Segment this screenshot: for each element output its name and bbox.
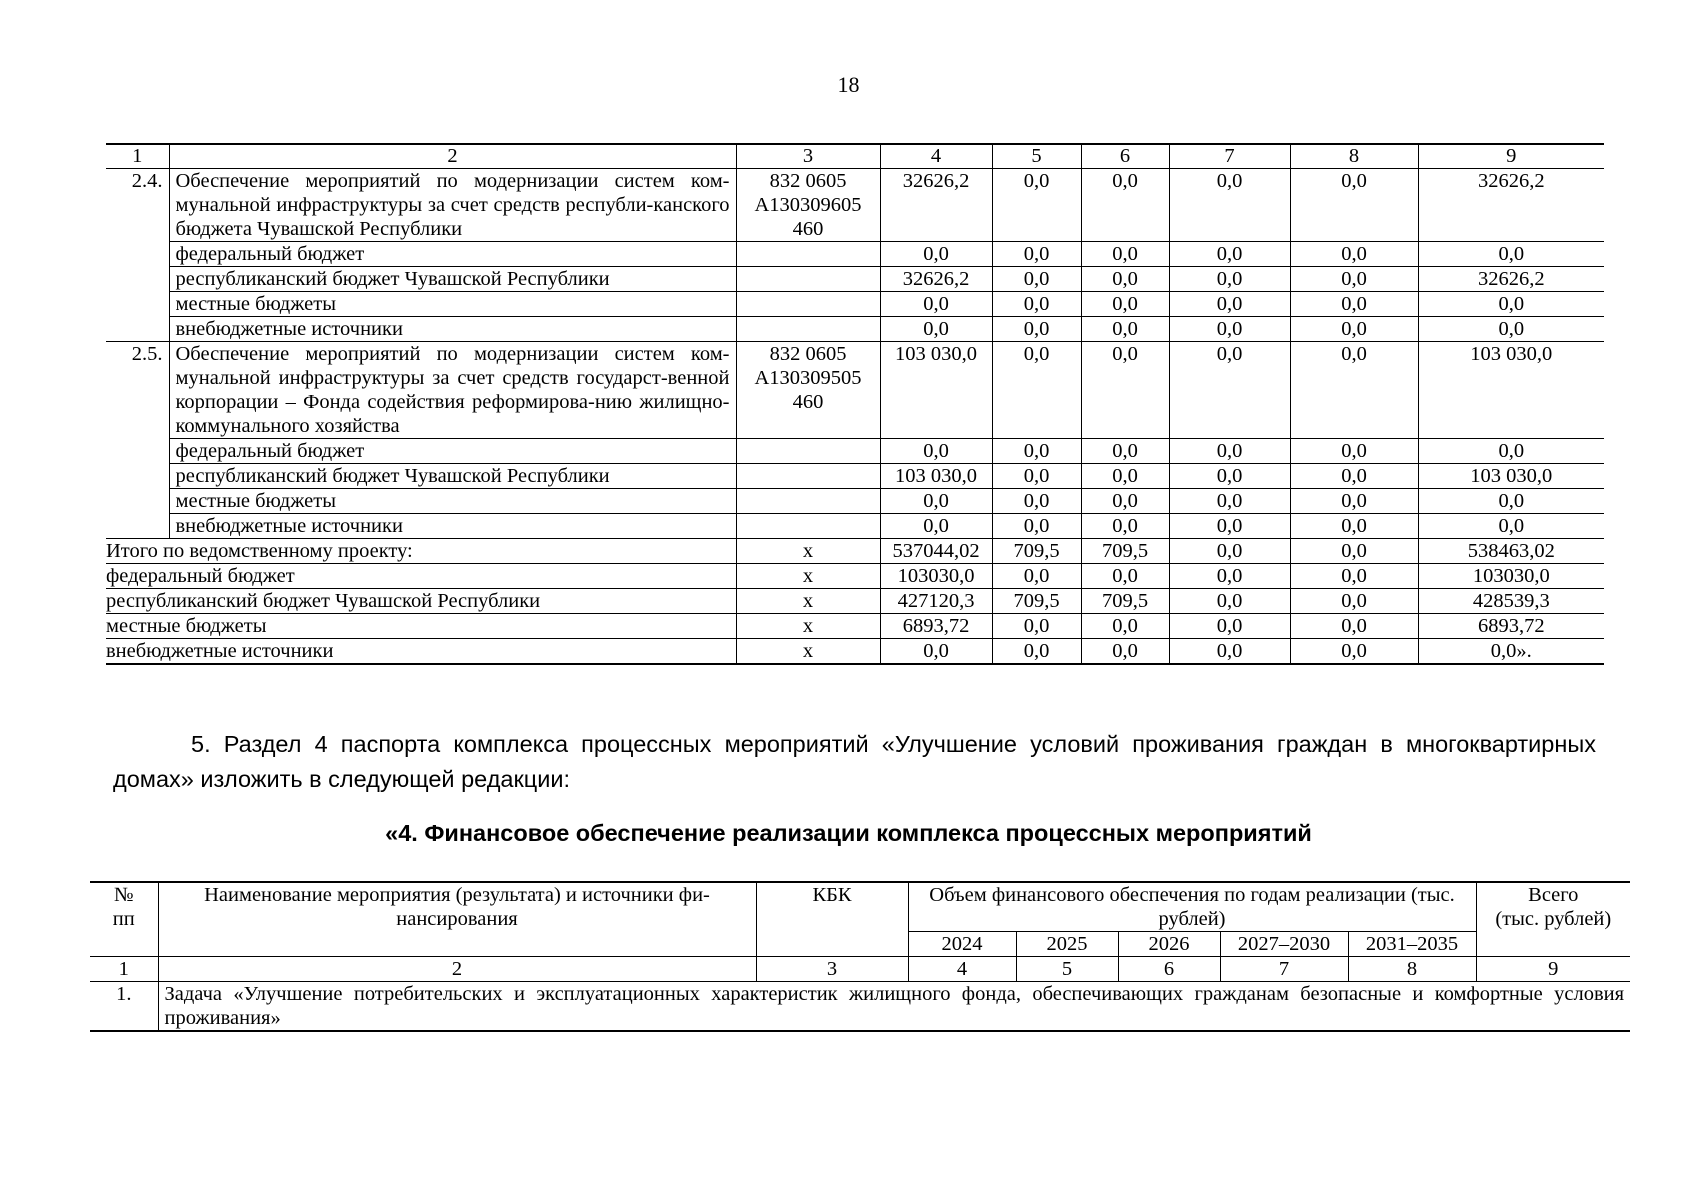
value-cell: 0,0 [1081, 564, 1169, 589]
source-row [106, 514, 1604, 539]
value-cell: 0,0 [1418, 317, 1604, 342]
value-cell: 0,0 [1290, 639, 1418, 665]
column-number: 7 [1220, 957, 1348, 982]
kbk-line: 460 [792, 391, 824, 413]
value-cell: 0,0 [1418, 292, 1604, 317]
total-source-row [106, 564, 1604, 589]
value-cell: 103 030,0 [1418, 342, 1604, 439]
source-name: республиканский бюджет Чувашской Республики [169, 464, 736, 489]
value-cell: 0,0 [1081, 317, 1169, 342]
value-cell: 0,0 [1169, 539, 1290, 564]
source-row [106, 292, 1604, 317]
value-cell: 0,0 [1290, 292, 1418, 317]
col-number-header [90, 882, 158, 957]
value-cell: 0,0 [880, 514, 992, 539]
col-kbk-header: КБК [756, 882, 908, 957]
item-name: Обеспечение мероприятий по модернизации систем ком-мунальной инфраструктуры за счет средств республи-канского бюджета Чувашской Республики [169, 169, 736, 242]
value-cell: 0,0 [1081, 464, 1169, 489]
column-numbers-row [106, 144, 1604, 169]
value-cell: 0,0 [1169, 439, 1290, 464]
value-cell: 0,0 [1290, 589, 1418, 614]
value-cell: 0,0 [992, 439, 1081, 464]
value-cell: 0,0 [992, 267, 1081, 292]
column-number: 2 [158, 957, 756, 982]
value-cell: 0,0 [1169, 589, 1290, 614]
value-cell: 0,0 [1290, 514, 1418, 539]
value-cell: 0,0 [1290, 342, 1418, 439]
item-number: 2.5. [106, 342, 169, 539]
value-cell: 0,0 [1169, 489, 1290, 514]
value-cell: 0,0 [880, 242, 992, 267]
value-cell: 0,0 [880, 439, 992, 464]
column-number: 3 [756, 957, 908, 982]
value-cell: 0,0 [1169, 614, 1290, 639]
value-cell: 537044,02 [880, 539, 992, 564]
source-row [106, 242, 1604, 267]
value-cell: 103 030,0 [880, 342, 992, 439]
kbk-cell [736, 242, 880, 267]
task-text: Задача «Улучшение потребительских и эксплуатационных характеристик жилищного фонда, обеспечивающих гражданам безопасные и комфортные условия проживания» [158, 982, 1630, 1032]
value-cell: 538463,02 [1418, 539, 1604, 564]
kbk-cell: х [736, 639, 880, 665]
year-header: 2027–2030 [1220, 932, 1348, 957]
value-cell: 0,0 [1081, 292, 1169, 317]
kbk-line: А130309605 [754, 194, 862, 216]
header-line: Всего [1528, 884, 1579, 906]
value-cell: 103030,0 [880, 564, 992, 589]
value-cell: 0,0». [1418, 639, 1604, 665]
value-cell: 0,0 [1418, 439, 1604, 464]
value-cell: 428539,3 [1418, 589, 1604, 614]
header-cell: 1 [106, 144, 169, 169]
value-cell: 0,0 [1169, 564, 1290, 589]
table-row-item-2-5 [106, 342, 1604, 439]
col-name-header: Наименование мероприятия (результата) и источники фи-нансирования [158, 882, 756, 957]
kbk-cell [736, 489, 880, 514]
header-row [90, 882, 1630, 932]
value-cell: 6893,72 [1418, 614, 1604, 639]
value-cell: 0,0 [1169, 639, 1290, 665]
value-cell: 0,0 [1290, 614, 1418, 639]
value-cell: 103030,0 [1418, 564, 1604, 589]
kbk-cell [736, 292, 880, 317]
section-heading: «4. Финансовое обеспечение реализации комплекса процессных мероприятий [385, 820, 1312, 846]
value-cell: 0,0 [1081, 614, 1169, 639]
source-name: местные бюджеты [169, 489, 736, 514]
value-cell: 0,0 [992, 317, 1081, 342]
value-cell: 0,0 [1290, 242, 1418, 267]
value-cell: 0,0 [992, 242, 1081, 267]
value-cell: 32626,2 [1418, 267, 1604, 292]
source-name: федеральный бюджет [169, 242, 736, 267]
value-cell: 0,0 [1169, 169, 1290, 242]
value-cell: 0,0 [992, 489, 1081, 514]
year-header: 2026 [1118, 932, 1220, 957]
header-cell: 7 [1169, 144, 1290, 169]
column-number: 4 [908, 957, 1016, 982]
col-volume-header: Объем финансового обеспечения по годам реализации (тыс. рублей) [908, 882, 1476, 932]
value-cell: 0,0 [1169, 317, 1290, 342]
item-number: 2.4. [106, 169, 169, 342]
header-cell: 4 [880, 144, 992, 169]
source-name: внебюджетные источники [169, 317, 736, 342]
value-cell: 0,0 [1169, 514, 1290, 539]
value-cell: 0,0 [992, 464, 1081, 489]
kbk-cell [736, 317, 880, 342]
value-cell: 0,0 [1081, 439, 1169, 464]
value-cell: 709,5 [1081, 589, 1169, 614]
value-cell: 0,0 [1081, 514, 1169, 539]
column-number: 8 [1348, 957, 1476, 982]
kbk-line: 832 0605 [769, 170, 847, 192]
value-cell: 0,0 [992, 292, 1081, 317]
value-cell: 0,0 [1169, 242, 1290, 267]
value-cell: 0,0 [992, 169, 1081, 242]
value-cell: 0,0 [1081, 639, 1169, 665]
financing-table [90, 881, 1630, 1032]
value-cell: 709,5 [992, 539, 1081, 564]
value-cell: 0,0 [1081, 489, 1169, 514]
header-line: № [113, 884, 134, 906]
value-cell: 0,0 [1169, 267, 1290, 292]
kbk-cell: х [736, 539, 880, 564]
col-total-header [1476, 882, 1630, 957]
value-cell: 0,0 [1169, 342, 1290, 439]
kbk-line: 460 [792, 218, 824, 240]
value-cell: 32626,2 [880, 169, 992, 242]
value-cell: 0,0 [992, 342, 1081, 439]
header-cell: 2 [169, 144, 736, 169]
total-label: федеральный бюджет [106, 564, 736, 589]
value-cell: 0,0 [1290, 317, 1418, 342]
value-cell: 0,0 [1290, 267, 1418, 292]
value-cell: 0,0 [1081, 342, 1169, 439]
value-cell: 0,0 [992, 614, 1081, 639]
kbk-cell [736, 514, 880, 539]
table-row-item-2-4 [106, 169, 1604, 242]
item-name: Обеспечение мероприятий по модернизации систем ком-мунальной инфраструктуры за счет средств государст-венной корпорации – Фонда содействия реформирова-нию жилищно-коммунального хозяйства [169, 342, 736, 439]
value-cell: 0,0 [1081, 242, 1169, 267]
source-name: федеральный бюджет [169, 439, 736, 464]
value-cell: 0,0 [992, 639, 1081, 665]
kbk-cell [736, 169, 880, 242]
header-line: (тыс. рублей) [1495, 908, 1612, 930]
total-label: республиканский бюджет Чувашской Республики [106, 589, 736, 614]
value-cell: 0,0 [1169, 292, 1290, 317]
value-cell: 0,0 [1290, 169, 1418, 242]
value-cell: 0,0 [1290, 489, 1418, 514]
value-cell: 0,0 [880, 489, 992, 514]
kbk-cell: х [736, 564, 880, 589]
source-row [106, 489, 1604, 514]
value-cell: 0,0 [880, 317, 992, 342]
value-cell: 0,0 [1290, 439, 1418, 464]
column-number: 9 [1476, 957, 1630, 982]
value-cell: 0,0 [1081, 267, 1169, 292]
value-cell: 6893,72 [880, 614, 992, 639]
value-cell: 103 030,0 [1418, 464, 1604, 489]
value-cell: 0,0 [1418, 242, 1604, 267]
value-cell: 0,0 [1169, 464, 1290, 489]
value-cell: 32626,2 [880, 267, 992, 292]
budget-table [106, 143, 1604, 665]
body-paragraph: 5. Раздел 4 паспорта комплекса процессных мероприятий «Улучшение условий проживания граждан в многоквартирных домах» изложить в следующей редакции: [113, 731, 1596, 792]
kbk-cell [736, 464, 880, 489]
column-number: 6 [1118, 957, 1220, 982]
header-cell: 5 [992, 144, 1081, 169]
task-row [90, 982, 1630, 1032]
kbk-cell [736, 342, 880, 439]
header-cell: 6 [1081, 144, 1169, 169]
total-source-row [106, 614, 1604, 639]
value-cell: 0,0 [880, 292, 992, 317]
value-cell: 32626,2 [1418, 169, 1604, 242]
value-cell: 103 030,0 [880, 464, 992, 489]
value-cell: 0,0 [1290, 564, 1418, 589]
header-cell: 8 [1290, 144, 1418, 169]
value-cell: 0,0 [992, 564, 1081, 589]
value-cell: 0,0 [1290, 464, 1418, 489]
total-row [106, 539, 1604, 564]
source-row [106, 317, 1604, 342]
header-cell: 3 [736, 144, 880, 169]
year-header: 2031–2035 [1348, 932, 1476, 957]
value-cell: 0,0 [1418, 514, 1604, 539]
kbk-cell: х [736, 614, 880, 639]
total-label: местные бюджеты [106, 614, 736, 639]
value-cell: 0,0 [1418, 489, 1604, 514]
value-cell: 709,5 [1081, 539, 1169, 564]
source-row [106, 464, 1604, 489]
value-cell: 0,0 [992, 514, 1081, 539]
header-cell: 9 [1418, 144, 1604, 169]
value-cell: 0,0 [1081, 169, 1169, 242]
page-number: 18 [837, 72, 860, 97]
source-name: внебюджетные источники [169, 514, 736, 539]
source-name: местные бюджеты [169, 292, 736, 317]
kbk-cell [736, 267, 880, 292]
header-line: пп [112, 908, 135, 930]
value-cell: 0,0 [1290, 539, 1418, 564]
column-number: 5 [1016, 957, 1118, 982]
kbk-cell: х [736, 589, 880, 614]
source-name: республиканский бюджет Чувашской Республики [169, 267, 736, 292]
total-source-row [106, 639, 1604, 665]
year-header: 2024 [908, 932, 1016, 957]
kbk-line: А130309505 [754, 367, 862, 389]
year-header: 2025 [1016, 932, 1118, 957]
total-label: Итого по ведомственному проекту: [106, 539, 736, 564]
task-number: 1. [90, 982, 158, 1032]
value-cell: 427120,3 [880, 589, 992, 614]
total-label: внебюджетные источники [106, 639, 736, 665]
value-cell: 0,0 [880, 639, 992, 665]
kbk-line: 832 0605 [769, 343, 847, 365]
column-numbers-row [90, 957, 1630, 982]
value-cell: 709,5 [992, 589, 1081, 614]
column-number: 1 [90, 957, 158, 982]
total-source-row [106, 589, 1604, 614]
source-row [106, 439, 1604, 464]
kbk-cell [736, 439, 880, 464]
source-row [106, 267, 1604, 292]
